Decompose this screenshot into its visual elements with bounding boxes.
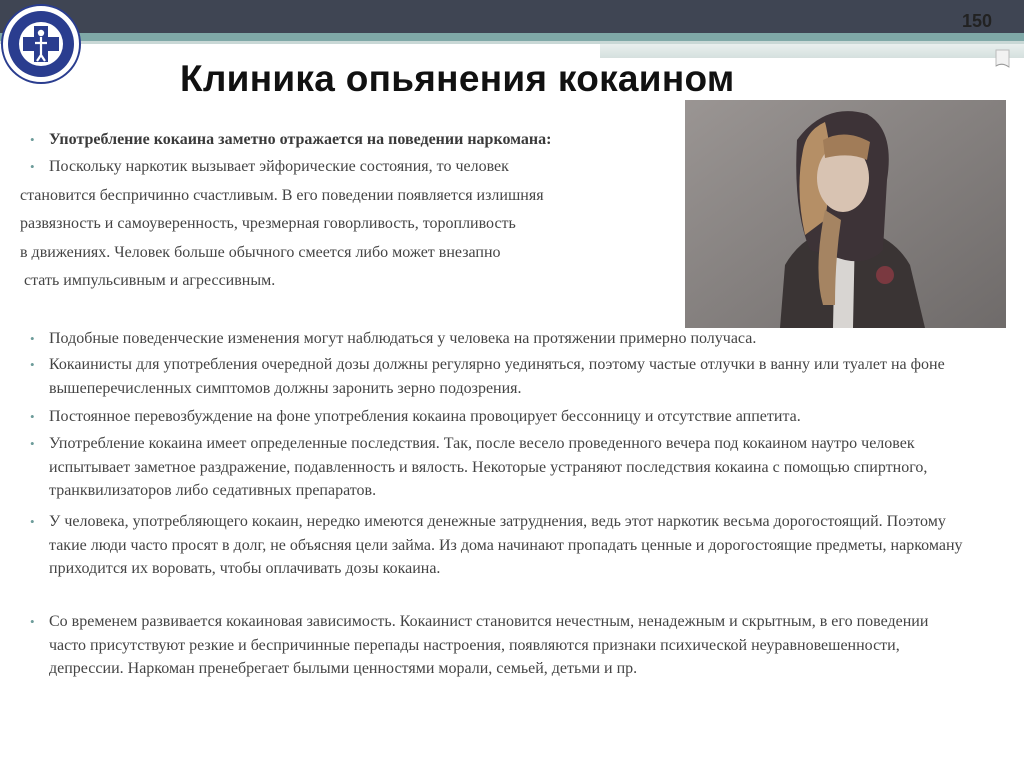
person-photo	[685, 100, 1006, 328]
page-title: Клиника опьянения кокаином	[180, 58, 735, 99]
intro-line: Поскольку наркотик вызывает эйфорические состояния, то человек	[49, 158, 509, 175]
intro-line: стать импульсивным и агрессивным.	[20, 272, 276, 289]
intro-line: в движениях. Человек больше обычного смеется либо может внезапно	[20, 244, 501, 261]
bullet-text: Постоянное перевозбуждение на фоне употребления кокаина провоцирует бессонницу и отсутствие аппетита.	[49, 408, 801, 425]
header-gradient-band	[600, 44, 1024, 58]
bullet-dot-icon: •	[30, 514, 35, 529]
page-number: 150	[961, 11, 992, 31]
intro-line: развязность и самоуверенность, чрезмерная говорливость, торопливость	[20, 215, 516, 232]
bullet-text: Употребление кокаина имеет определенные последствия. Так, после весело проведенного вечера под кокаином наутро человек испытывает заметное раздражение, подавленность и вялость. Некоторые устраняют последствия кокаина с помощью спиртного, транквилизаторов либо седативных препаратов.	[49, 435, 928, 500]
bullet-dot-icon: •	[30, 614, 35, 629]
bullet-dot-icon: •	[30, 331, 35, 346]
bullet-dot-icon: •	[30, 132, 35, 147]
bullet-text: У человека, употребляющего кокаин, нередко имеются денежные затруднения, ведь этот наркотик весьма дорогостоящий. Поэтому такие люди часто просят в долг, не объясняя цели займа. Из дома начинают пропадать ценные и дорогостоящие предметы, наркоману приходится их воровать, чтобы оплачивать дозы кокаина.	[49, 513, 963, 578]
bullet-dot-icon: •	[30, 409, 35, 424]
intro-bold-line: Употребление кокаина заметно отражается на поведении наркомана:	[49, 131, 552, 148]
medical-cross-emblem-icon	[0, 3, 82, 85]
bullet-text: Кокаинисты для употребления очередной дозы должны регулярно уединяться, поэтому частые отлучки в ванну или туалет на фоне вышеперечисленных симптомов должны заронить зерно подозрения.	[49, 356, 945, 397]
header-accent-stripe	[0, 33, 1024, 41]
header-bar	[0, 0, 1024, 33]
bullet-text: Со временем развивается кокаиновая зависимость. Кокаинист становится нечестным, ненадежным и скрытным, в его поведении часто присутствуют резкие и беспричинные перепады настроения, появляются признаки психической неуравновешенности, депрессии. Наркоман пренебрегает былыми ценностями морали, семьей, детьми и пр.	[49, 613, 929, 678]
intro-line: становится беспричинно счастливым. В его поведении появляется излишняя	[20, 187, 544, 204]
bullet-dot-icon: •	[30, 159, 35, 174]
bullet-dot-icon: •	[30, 357, 35, 372]
page-curl-icon	[994, 48, 1012, 70]
bullet-text: Подобные поведенческие изменения могут наблюдаться у человека на протяжении примерно получаса.	[49, 330, 757, 347]
bullet-dot-icon: •	[30, 436, 35, 451]
